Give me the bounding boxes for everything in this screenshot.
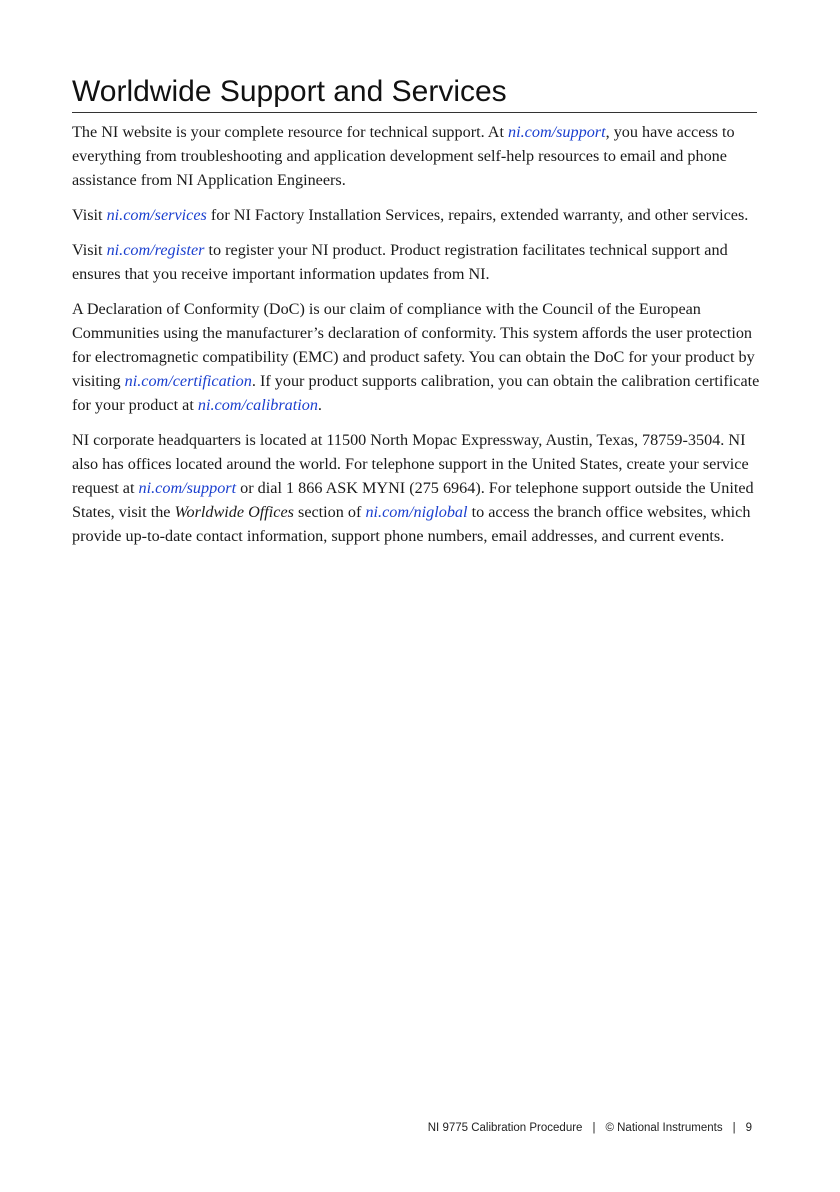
link-ni-support[interactable]: ni.com/support — [508, 123, 606, 141]
worldwide-offices-ref: Worldwide Offices — [174, 503, 294, 521]
paragraph-headquarters: NI corporate headquarters is located at 11500 North Mopac Expressway, Austin, Texas, 78759-3504. NI also has offices located around the world. For telephone support in the United States, create your service request at ni.com/support or dial 1 866 ASK MYNI (275 6964). For telephone support outside the United States, visit the Worldwide Offices section of ni.com/​niglobal to access the branch office websites, which provide up-to-date contact information, support phone numbers, email addresses, and current events. — [72, 431, 754, 545]
link-ni-certification[interactable]: ni.com/certification — [124, 372, 252, 390]
paragraph-conformity: A Declaration of Conformity (DoC) is our claim of compliance with the Council of the European Communities using the manufacturer’s declaration of conformity. This system affords the user protection for electromagnetic compatibility (EMC) and product safety. You can obtain the DoC for your product by visiting ni.com/certification. If your product supports calibration, you can obtain the calibration certificate for your product at ni.com/calibration. — [72, 300, 760, 414]
link-ni-support-2[interactable]: ni.com/support — [138, 479, 237, 497]
paragraph-support: The NI website is your complete resource for technical support. At ni.com/support, you have access to everything from troubleshooting and application development self-help resources to email and phone assistance from NI Application Engineers. — [72, 123, 735, 189]
link-ni-services[interactable]: ni.com/services — [106, 206, 207, 224]
paragraph-register: Visit ni.com/register to register your NI product. Product registration facilitates technical support and ensures that you receive important information updates from NI. — [72, 241, 728, 283]
paragraph-services: Visit ni.com/services for NI Factory Installation Services, repairs, extended warranty, and other services. — [72, 206, 749, 224]
page-number: 9 — [745, 1122, 752, 1134]
footer-separator: | — [592, 1122, 596, 1134]
footer-separator: | — [732, 1122, 736, 1134]
link-ni-niglobal[interactable]: ni.com/​niglobal — [365, 503, 468, 521]
footer-doc-title: NI 9775 Calibration Procedure — [427, 1122, 583, 1134]
page-title: Worldwide Support and Services — [72, 74, 757, 113]
link-ni-register[interactable]: ni.com/register — [106, 241, 205, 259]
page-footer — [428, 1122, 752, 1134]
body-content — [72, 120, 762, 559]
link-ni-calibration[interactable]: ni.com/calibration — [197, 396, 318, 414]
footer-copyright: © National Instruments — [605, 1122, 723, 1134]
